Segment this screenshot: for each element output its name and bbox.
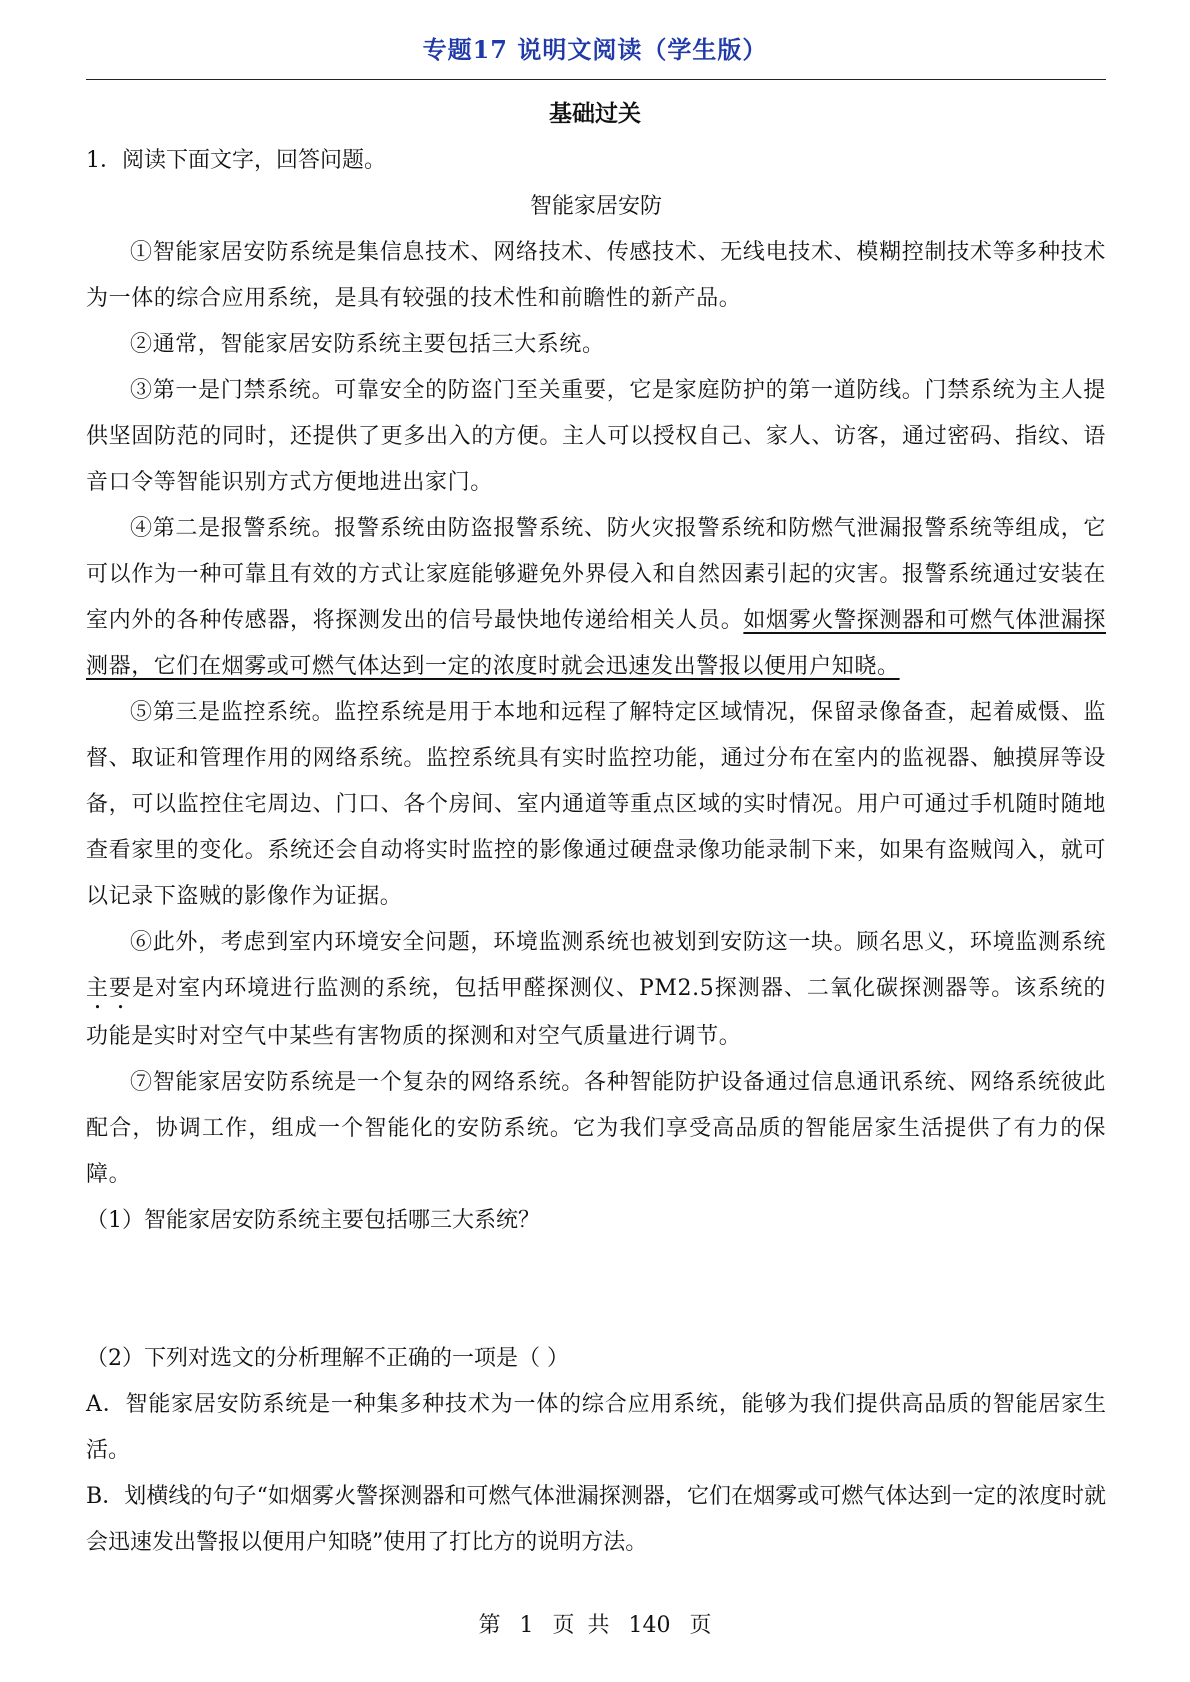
paragraph-3: ③第一是门禁系统。可靠安全的防盗门至关重要，它是家庭防护的第一道防线。门禁系统为主人提供坚固防范的同时，还提供了更多出入的方便。主人可以授权自己、家人、访客，通过密码、指纹、语音口令等智能识别方式方便地进出家门。 <box>86 378 1106 495</box>
section-heading: 基础过关 <box>549 100 641 127</box>
paragraph-1: ①智能家居安防系统是集信息技术、网络技术、传感技术、无线电技术、模糊控制技术等多种技术为一体的综合应用系统，是具有较强的技术性和前瞻性的新产品。 <box>86 240 1106 311</box>
footer-suffix: 页 <box>689 1613 712 1638</box>
sub-question-2: （2）下列对选文的分析理解不正确的一项是（ ） <box>86 1346 569 1371</box>
sub-question-1: （1）智能家居安防系统主要包括哪三大系统？ <box>86 1208 540 1233</box>
footer-middle: 页 共 <box>552 1613 610 1638</box>
paragraph-7: ⑦智能家居安防系统是一个复杂的网络系统。各种智能防护设备通过信息通讯系统、网络系统彼此配合，协调工作，组成一个智能化的安防系统。它为我们享受高品质的智能居家生活提供了有力的保障。 <box>86 1070 1106 1187</box>
document-header-title: 专题17 说明文阅读（学生版） <box>422 35 768 64</box>
paragraph-6-text-b: 是对室内环境进行监测的系统，包括甲醛探测仪、PM2.5探测器、二氧化碳探测器等。该系统的功能是实时对空气中某些有害物质的探测和对空气质量进行调节。 <box>86 976 1106 1049</box>
paragraph-6-text-a: ⑥此外，考虑到室内环境安全问题，环境监测系统也被划到安防这一块。顾名思义，环境监测系统 <box>130 930 1106 955</box>
answer-space-1 <box>86 1244 1106 1336</box>
question-intro: 1．阅读下面文字，回答问题。 <box>86 148 386 173</box>
option-b: B．划横线的句子“如烟雾火警探测器和可燃气体泄漏探测器，它们在烟雾或可燃气体达到一定的浓度时就会迅速发出警报以便用户知晓”使用了打比方的说明方法。 <box>86 1484 1106 1555</box>
paragraph-4-text: ④第二是报警系统。报警系统由防盗报警系统、防火灾报警系统和防燃气泄漏报警系统等组成，它可以作为一种可靠且有效的方式让家庭能够避免外界侵入和自然因素引起的灾害。报警系统通过安装在室内外的各种传感器，将探测发出的信号最快地传递给相关人员。 <box>86 516 1106 633</box>
footer-prefix: 第 <box>478 1613 501 1638</box>
page-footer <box>0 1608 1190 1639</box>
paragraph-4 <box>86 506 1106 690</box>
underlined-sentence: 如烟雾火警探测器和可燃气体泄漏探测器，它们在烟雾或可燃气体达到一定的浓度时就会迅速发出警报以便用户知晓。 <box>86 608 1106 679</box>
header-divider <box>86 79 1106 80</box>
paragraph-2: ②通常，智能家居安防系统主要包括三大系统。 <box>130 332 605 357</box>
paragraph-5: ⑤第三是监控系统。监控系统是用于本地和远程了解特定区域情况，保留录像备查，起着威慑、监督、取证和管理作用的网络系统。监控系统具有实时监控功能，通过分布在室内的监视器、触摸屏等设备，可以监控住宅周边、门口、各个房间、室内通道等重点区域的实时情况。用户可通过手机随时随地查看家里的变化。系统还会自动将实时监控的影像通过硬盘录像功能录制下来，如果有盗贼闯入，就可以记录下盗贼的影像作为证据。 <box>86 700 1106 909</box>
footer-total-pages: 140 <box>628 1613 671 1638</box>
emphasis-dotted-word: 主要 <box>86 976 133 1001</box>
article-title: 智能家居安防 <box>529 194 662 219</box>
question-content <box>86 138 1106 1566</box>
paragraph-6 <box>86 920 1106 1060</box>
footer-page-number: 1 <box>519 1613 534 1638</box>
option-a: A．智能家居安防系统是一种集多种技术为一体的综合应用系统，能够为我们提供高品质的智能居家生活。 <box>86 1392 1106 1463</box>
